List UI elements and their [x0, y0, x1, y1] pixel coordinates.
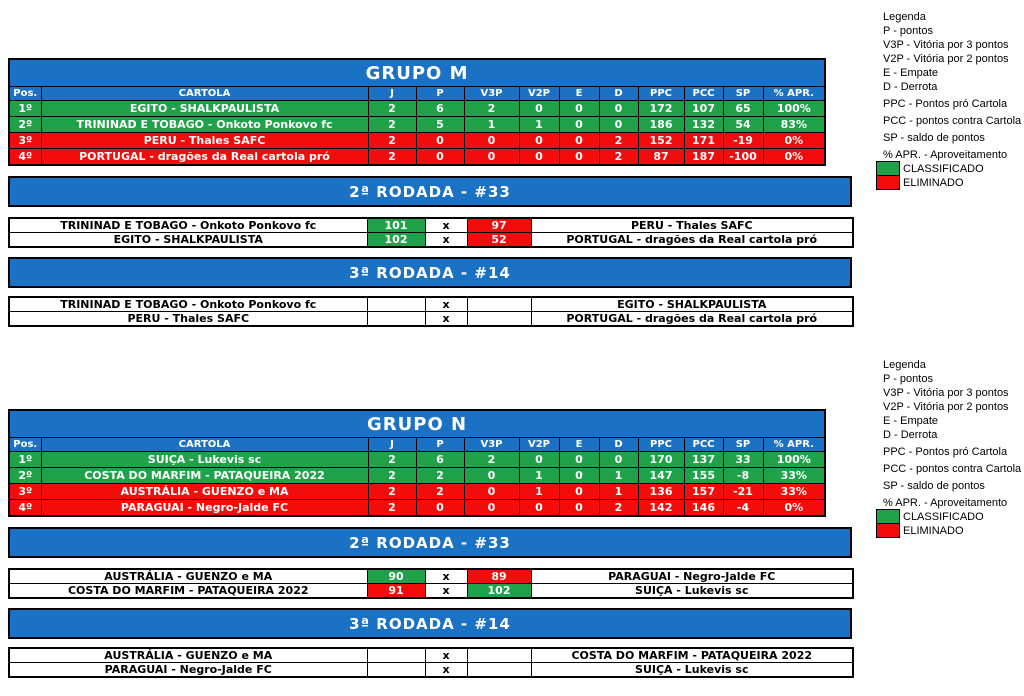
away-score: 97: [467, 218, 531, 233]
legend-classified-row: [876, 161, 1024, 176]
legend-item: P - pontos: [883, 25, 933, 37]
cell-e: 0: [559, 149, 599, 166]
cell-v2p: 0: [519, 500, 559, 517]
eliminated-swatch: [876, 523, 900, 538]
standings-row: [9, 149, 825, 166]
col-header-pos: Pos.: [9, 87, 41, 101]
cell-cartola: EGITO - SHALKPAULISTA: [41, 101, 368, 117]
column-header-row: [9, 87, 825, 101]
legend-item: P - pontos: [883, 373, 933, 385]
col-header-j: J: [368, 438, 416, 452]
away-score: [467, 648, 531, 663]
cell-v2p: 1: [519, 468, 559, 484]
cell-sp: 65: [723, 101, 763, 117]
col-header-sp: SP: [723, 87, 763, 101]
cell-apr: 83%: [763, 117, 825, 133]
home-score: 91: [367, 584, 425, 599]
col-header-pcc: PCC: [684, 87, 723, 101]
cell-v3p: 0: [464, 149, 519, 166]
vs-label: x: [425, 663, 467, 678]
legend-eliminated-row: [876, 523, 1024, 538]
cell-e: 0: [559, 101, 599, 117]
cell-d: 0: [599, 452, 638, 468]
col-header-cartola: CARTOLA: [41, 438, 368, 452]
cell-v2p: 0: [519, 149, 559, 166]
match-row: [9, 233, 853, 248]
legend-title: Legenda: [883, 359, 926, 371]
classified-swatch: [876, 509, 900, 524]
cell-pcc: 107: [684, 101, 723, 117]
cell-pcc: 132: [684, 117, 723, 133]
cell-p: 0: [416, 149, 464, 166]
classified-label: CLASSIFICADO: [903, 162, 984, 175]
home-team: PARAGUAI - Negro-Jalde FC: [9, 663, 367, 678]
col-header-pcc: PCC: [684, 438, 723, 452]
legend-top: [876, 10, 1024, 190]
col-header-apr: % APR.: [763, 438, 825, 452]
classified-label: CLASSIFICADO: [903, 510, 984, 523]
cell-ppc: 170: [638, 452, 684, 468]
legend-item: E - Empate: [883, 415, 939, 427]
cell-pcc: 146: [684, 500, 723, 517]
match-row: [9, 569, 853, 584]
legend-item: V3P - Vitória por 3 pontos: [883, 387, 1009, 399]
vs-label: x: [425, 233, 467, 248]
legend-item: D - Derrota: [883, 429, 938, 441]
cell-pcc: 187: [684, 149, 723, 166]
match-row: [9, 312, 853, 327]
legend-title: Legenda: [883, 11, 926, 23]
cell-pos: 2º: [9, 117, 41, 133]
cell-pos: 3º: [9, 484, 41, 500]
cell-apr: 33%: [763, 484, 825, 500]
cell-cartola: SUIÇA - Lukevis sc: [41, 452, 368, 468]
match-row: [9, 297, 853, 312]
home-team: COSTA DO MARFIM - PATAQUEIRA 2022: [9, 584, 367, 599]
legend-eliminated-row: [876, 175, 1024, 190]
cell-p: 0: [416, 133, 464, 149]
cell-pcc: 157: [684, 484, 723, 500]
away-score: 89: [467, 569, 531, 584]
cell-v2p: 0: [519, 101, 559, 117]
cell-d: 1: [599, 484, 638, 500]
standings-row: [9, 117, 825, 133]
cell-d: 0: [599, 117, 638, 133]
cell-v2p: 0: [519, 452, 559, 468]
home-team: AUSTRÁLIA - GUENZO e MA: [9, 648, 367, 663]
match-row: [9, 663, 853, 678]
round-title-bar: 3ª RODADA - #14: [8, 608, 852, 639]
cell-d: 2: [599, 133, 638, 149]
cell-v3p: 0: [464, 133, 519, 149]
col-header-pos: Pos.: [9, 438, 41, 452]
cell-pcc: 137: [684, 452, 723, 468]
away-team: PERU - Thales SAFC: [531, 218, 853, 233]
classified-swatch: [876, 161, 900, 176]
match-row: [9, 584, 853, 599]
cell-v3p: 0: [464, 500, 519, 517]
away-score: 102: [467, 584, 531, 599]
vs-label: x: [425, 312, 467, 327]
match-row: [9, 218, 853, 233]
cell-e: 0: [559, 468, 599, 484]
legend-item: PCC - pontos contra Cartola: [883, 115, 1022, 127]
round-title-bar: 3ª RODADA - #14: [8, 257, 852, 288]
col-header-v2p: V2P: [519, 438, 559, 452]
col-header-cartola: CARTOLA: [41, 87, 368, 101]
col-header-ppc: PPC: [638, 87, 684, 101]
cell-sp: 33: [723, 452, 763, 468]
home-score: [367, 297, 425, 312]
eliminated-label: ELIMINADO: [903, 524, 964, 537]
cell-cartola: PORTUGAL - dragões da Real cartola pró: [41, 149, 368, 166]
cell-v3p: 0: [464, 484, 519, 500]
cell-sp: -8: [723, 468, 763, 484]
legend-item: D - Derrota: [883, 81, 938, 93]
cell-p: 6: [416, 452, 464, 468]
legend-item: % APR. - Aproveitamento: [883, 497, 1008, 509]
cell-j: 2: [368, 500, 416, 517]
group-title: GRUPO N: [9, 410, 825, 438]
vs-label: x: [425, 569, 467, 584]
col-header-d: D: [599, 87, 638, 101]
cell-sp: 54: [723, 117, 763, 133]
cell-d: 0: [599, 101, 638, 117]
cell-ppc: 87: [638, 149, 684, 166]
cell-p: 6: [416, 101, 464, 117]
eliminated-swatch: [876, 175, 900, 190]
match-row: [9, 648, 853, 663]
cell-v3p: 2: [464, 452, 519, 468]
legend-item: PCC - pontos contra Cartola: [883, 463, 1022, 475]
cell-cartola: PERU - Thales SAFC: [41, 133, 368, 149]
cell-pos: 2º: [9, 468, 41, 484]
standings-row: [9, 500, 825, 517]
standings-row: [9, 468, 825, 484]
cell-v2p: 0: [519, 133, 559, 149]
home-score: [367, 312, 425, 327]
away-team: PARAGUAI - Negro-Jalde FC: [531, 569, 853, 584]
cell-pos: 1º: [9, 101, 41, 117]
round-title-bar: 2ª RODADA - #33: [8, 527, 852, 558]
cell-p: 2: [416, 484, 464, 500]
match-table: [8, 647, 854, 678]
home-team: PERU - Thales SAFC: [9, 312, 367, 327]
cell-sp: -100: [723, 149, 763, 166]
vs-label: x: [425, 648, 467, 663]
col-header-e: E: [559, 87, 599, 101]
cell-ppc: 142: [638, 500, 684, 517]
legend-item: V3P - Vitória por 3 pontos: [883, 39, 1009, 51]
away-team: SUIÇA - Lukevis sc: [531, 584, 853, 599]
cell-pos: 3º: [9, 133, 41, 149]
cell-pos: 1º: [9, 452, 41, 468]
away-team: EGITO - SHALKPAULISTA: [531, 297, 853, 312]
home-team: AUSTRÁLIA - GUENZO e MA: [9, 569, 367, 584]
cell-sp: -4: [723, 500, 763, 517]
cell-pcc: 171: [684, 133, 723, 149]
home-score: [367, 648, 425, 663]
legend-item: E - Empate: [883, 67, 939, 79]
cell-e: 0: [559, 500, 599, 517]
standings-row: [9, 101, 825, 117]
cell-apr: 0%: [763, 149, 825, 166]
vs-label: x: [425, 218, 467, 233]
away-team: PORTUGAL - dragões da Real cartola pró: [531, 312, 853, 327]
column-header-row: [9, 438, 825, 452]
cell-pcc: 155: [684, 468, 723, 484]
cell-apr: 100%: [763, 101, 825, 117]
cell-ppc: 136: [638, 484, 684, 500]
cell-j: 2: [368, 149, 416, 166]
cell-pos: 4º: [9, 149, 41, 166]
group-header-row: [9, 59, 825, 87]
legend-item: PPC - Pontos pró Cartola: [883, 98, 1008, 110]
round-title-bar: 2ª RODADA - #33: [8, 176, 852, 207]
cell-d: 2: [599, 149, 638, 166]
cell-cartola: TRININAD E TOBAGO - Onkoto Ponkovo fc: [41, 117, 368, 133]
legend-item: PPC - Pontos pró Cartola: [883, 446, 1008, 458]
eliminated-label: ELIMINADO: [903, 176, 964, 189]
cell-ppc: 147: [638, 468, 684, 484]
cell-v3p: 2: [464, 101, 519, 117]
cell-d: 1: [599, 468, 638, 484]
cell-v2p: 1: [519, 484, 559, 500]
standings-table-grupo-m: [8, 58, 826, 166]
cell-sp: -21: [723, 484, 763, 500]
cell-p: 0: [416, 500, 464, 517]
away-team: SUIÇA - Lukevis sc: [531, 663, 853, 678]
standings-row: [9, 452, 825, 468]
cell-j: 2: [368, 452, 416, 468]
cell-p: 2: [416, 468, 464, 484]
standings-row: [9, 484, 825, 500]
cell-apr: 33%: [763, 468, 825, 484]
cell-e: 0: [559, 452, 599, 468]
cell-e: 0: [559, 484, 599, 500]
col-header-j: J: [368, 87, 416, 101]
away-score: 52: [467, 233, 531, 248]
col-header-v2p: V2P: [519, 87, 559, 101]
match-table: [8, 217, 854, 248]
match-table: [8, 296, 854, 327]
standings-table-grupo-n: [8, 409, 826, 517]
cell-sp: -19: [723, 133, 763, 149]
cell-e: 0: [559, 117, 599, 133]
col-header-p: P: [416, 438, 464, 452]
legend-item: % APR. - Aproveitamento: [883, 149, 1008, 161]
home-score: [367, 663, 425, 678]
cell-v2p: 1: [519, 117, 559, 133]
cell-j: 2: [368, 484, 416, 500]
home-score: 102: [367, 233, 425, 248]
match-table: [8, 568, 854, 599]
away-team: COSTA DO MARFIM - PATAQUEIRA 2022: [531, 648, 853, 663]
legend-classified-row: [876, 509, 1024, 524]
cell-apr: 100%: [763, 452, 825, 468]
legend-item: SP - saldo de pontos: [883, 132, 985, 144]
cell-ppc: 186: [638, 117, 684, 133]
col-header-v3p: V3P: [464, 438, 519, 452]
cell-d: 2: [599, 500, 638, 517]
cell-v3p: 1: [464, 117, 519, 133]
away-score: [467, 312, 531, 327]
col-header-p: P: [416, 87, 464, 101]
cell-j: 2: [368, 133, 416, 149]
cell-pos: 4º: [9, 500, 41, 517]
cell-ppc: 172: [638, 101, 684, 117]
cell-e: 0: [559, 133, 599, 149]
cell-p: 5: [416, 117, 464, 133]
cell-apr: 0%: [763, 500, 825, 517]
cell-ppc: 152: [638, 133, 684, 149]
vs-label: x: [425, 297, 467, 312]
cell-j: 2: [368, 101, 416, 117]
col-header-ppc: PPC: [638, 438, 684, 452]
home-team: TRININAD E TOBAGO - Onkoto Ponkovo fc: [9, 218, 367, 233]
away-score: [467, 663, 531, 678]
legend-item: V2P - Vitória por 2 pontos: [883, 401, 1009, 413]
col-header-d: D: [599, 438, 638, 452]
away-team: PORTUGAL - dragões da Real cartola pró: [531, 233, 853, 248]
legend-bottom: [876, 358, 1024, 538]
cell-cartola: COSTA DO MARFIM - PATAQUEIRA 2022: [41, 468, 368, 484]
cell-apr: 0%: [763, 133, 825, 149]
legend-item: V2P - Vitória por 2 pontos: [883, 53, 1009, 65]
col-header-e: E: [559, 438, 599, 452]
col-header-sp: SP: [723, 438, 763, 452]
col-header-apr: % APR.: [763, 87, 825, 101]
home-team: EGITO - SHALKPAULISTA: [9, 233, 367, 248]
legend-item: SP - saldo de pontos: [883, 480, 985, 492]
cell-j: 2: [368, 117, 416, 133]
home-team: TRININAD E TOBAGO - Onkoto Ponkovo fc: [9, 297, 367, 312]
home-score: 101: [367, 218, 425, 233]
home-score: 90: [367, 569, 425, 584]
away-score: [467, 297, 531, 312]
cell-cartola: PARAGUAI - Negro-Jalde FC: [41, 500, 368, 517]
col-header-v3p: V3P: [464, 87, 519, 101]
vs-label: x: [425, 584, 467, 599]
cell-cartola: AUSTRÁLIA - GUENZO e MA: [41, 484, 368, 500]
cell-j: 2: [368, 468, 416, 484]
group-title: GRUPO M: [9, 59, 825, 87]
standings-row: [9, 133, 825, 149]
cell-v3p: 0: [464, 468, 519, 484]
group-header-row: [9, 410, 825, 438]
